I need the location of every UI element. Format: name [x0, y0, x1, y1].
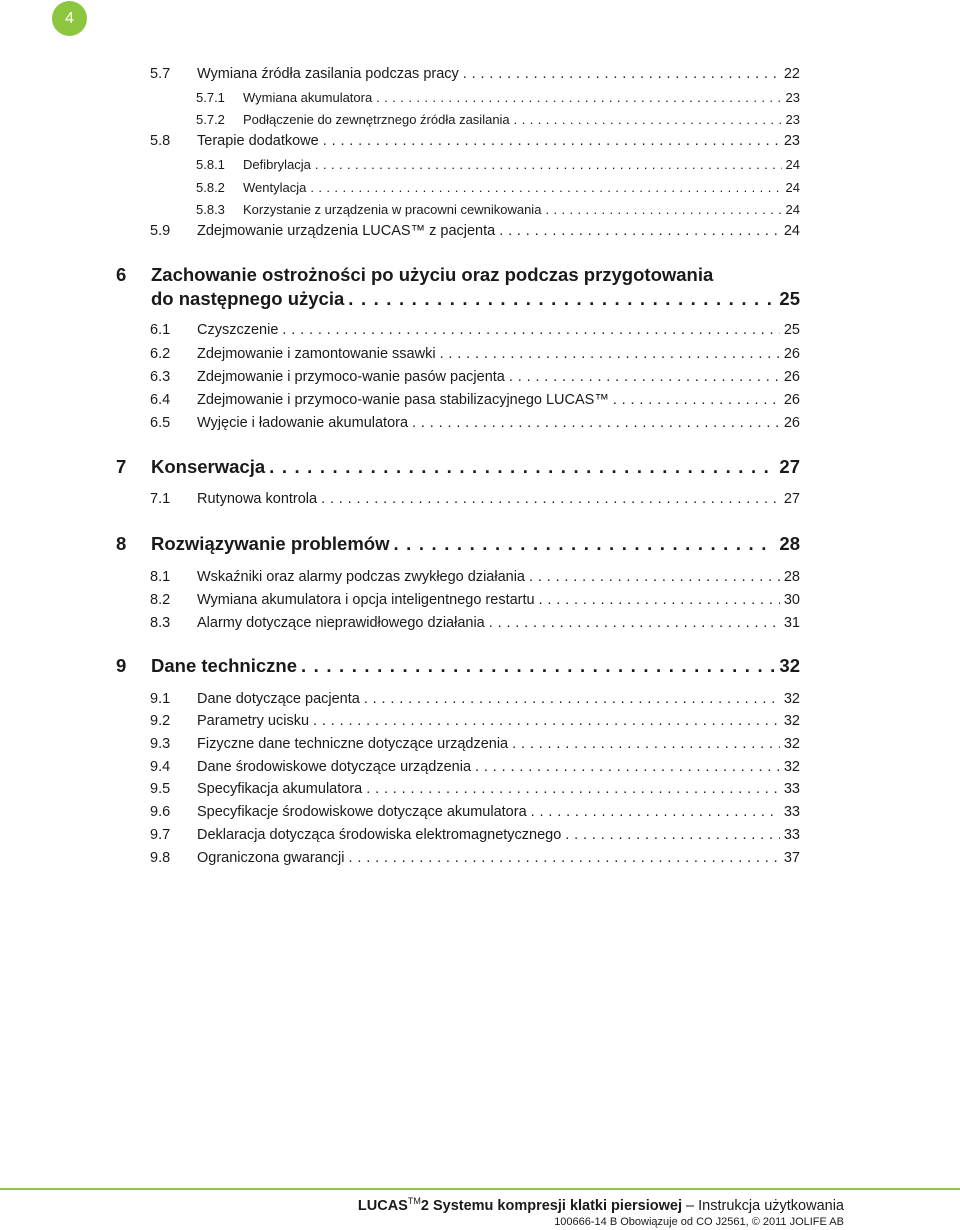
toc-number: 6.4	[150, 392, 171, 408]
toc-chapter-6[interactable]	[151, 288, 800, 310]
toc-page: 25	[783, 322, 800, 338]
toc-number: 5.8.3	[196, 202, 225, 217]
toc-number: 9.1	[150, 691, 171, 707]
dot-leader	[512, 736, 780, 752]
toc-page: 37	[783, 850, 800, 866]
toc-number: 5.7	[150, 66, 171, 82]
toc-title: Parametry ucisku	[197, 713, 310, 729]
toc-page: 32	[783, 713, 800, 729]
toc-page: 26	[783, 346, 800, 362]
toc-page: 32	[783, 691, 800, 707]
dot-leader	[313, 713, 780, 729]
toc-page: 24	[785, 202, 800, 217]
footer-doc-info: 100666-14 B Obowiązuje od CO J2561, © 2011 JOLIFE AB	[554, 1216, 844, 1228]
dot-leader	[323, 133, 780, 149]
toc-title: Wskaźniki oraz alarmy podczas zwykłego działania	[197, 569, 525, 585]
dot-leader	[394, 533, 776, 555]
toc-chapter-number: 7	[116, 456, 127, 477]
footer-divider	[0, 1188, 960, 1190]
toc-page: 24	[783, 223, 800, 239]
toc-entry-6-3[interactable]	[150, 369, 800, 385]
toc-chapter-8[interactable]	[116, 533, 800, 555]
toc-number: 5.7.1	[196, 90, 225, 105]
dot-leader	[412, 415, 780, 431]
toc-page: 22	[783, 66, 800, 82]
toc-number: 8.3	[150, 615, 171, 631]
toc-entry-9-3[interactable]	[150, 736, 800, 752]
toc-chapter-7[interactable]	[116, 456, 800, 478]
toc-number: 6.1	[150, 322, 171, 338]
toc-page: 28	[779, 533, 800, 554]
toc-entry-9-5[interactable]	[150, 781, 800, 797]
toc-number: 6.5	[150, 415, 171, 431]
toc-chapter-title: Konserwacja	[151, 456, 266, 477]
toc-number: 9.4	[150, 759, 171, 775]
toc-entry-5-8[interactable]	[150, 133, 800, 149]
toc-page: 32	[783, 736, 800, 752]
footer-brand: LUCAS	[357, 1197, 408, 1214]
dot-leader	[269, 456, 775, 478]
toc-title: Czyszczenie	[197, 322, 279, 338]
toc-number: 6.3	[150, 369, 171, 385]
toc-number: 6.2	[150, 346, 171, 362]
toc-entry-8-2[interactable]	[150, 592, 800, 608]
toc-title: Terapie dodatkowe	[197, 133, 319, 149]
toc-chapter-title[interactable]: Zachowanie ostrożności po użyciu oraz podczas przygotowania	[151, 264, 714, 285]
toc-title: Wymiana akumulatora	[243, 90, 373, 105]
toc-chapter-title: Dane techniczne	[151, 655, 297, 676]
dot-leader	[489, 615, 780, 631]
toc-chapter-number: 6	[116, 264, 127, 285]
toc-page: 33	[783, 827, 800, 843]
footer-title	[358, 1196, 844, 1214]
toc-chapter-title-continued: do następnego użycia	[151, 288, 345, 309]
toc-title: Defibrylacja	[243, 157, 311, 172]
toc-entry-5-7-1[interactable]	[196, 90, 800, 105]
toc-chapter-number: 9	[116, 655, 127, 676]
toc-page: 27	[783, 491, 800, 507]
toc-entry-5-8-1[interactable]	[196, 157, 800, 172]
toc-title: Ograniczona gwarancji	[197, 850, 345, 866]
toc-entry-6-1[interactable]	[150, 322, 800, 338]
dot-leader	[364, 691, 780, 707]
toc-page: 32	[779, 655, 800, 676]
dot-leader	[463, 66, 780, 82]
toc-entry-9-1[interactable]	[150, 691, 800, 707]
toc-entry-5-8-2[interactable]	[196, 180, 800, 195]
toc-number: 9.2	[150, 713, 171, 729]
toc-number: 9.5	[150, 781, 171, 797]
toc-page: 28	[783, 569, 800, 585]
toc-page: 32	[783, 759, 800, 775]
dot-leader	[301, 655, 775, 677]
toc-page: 26	[783, 369, 800, 385]
toc-page: 27	[779, 456, 800, 477]
toc-number: 9.3	[150, 736, 171, 752]
toc-number: 9.8	[150, 850, 171, 866]
toc-title: Dane dotyczące pacjenta	[197, 691, 360, 707]
toc-page: 23	[785, 112, 800, 127]
toc-number: 8.1	[150, 569, 171, 585]
toc-number: 8.2	[150, 592, 171, 608]
dot-leader	[376, 90, 781, 105]
toc-entry-5-7[interactable]	[150, 66, 800, 82]
dot-leader	[514, 112, 782, 127]
footer-product: 2 Systemu kompresji klatki piersiowej	[420, 1197, 682, 1214]
toc-page: 24	[785, 157, 800, 172]
toc-entry-6-2[interactable]	[150, 346, 800, 362]
footer-separator: –	[686, 1197, 695, 1214]
dot-leader	[440, 346, 780, 362]
toc-number: 5.7.2	[196, 112, 225, 127]
toc-title: Deklaracja dotycząca środowiska elektromagnetycznego	[197, 827, 562, 843]
toc-title: Specyfikacje środowiskowe dotyczące akumulatora	[197, 804, 527, 820]
dot-leader	[282, 322, 779, 338]
dot-leader	[565, 827, 780, 843]
toc-page: 24	[785, 180, 800, 195]
toc-title: Korzystanie z urządzenia w pracowni cewnikowania	[243, 202, 542, 217]
toc-title: Wymiana źródła zasilania podczas pracy	[197, 66, 459, 82]
toc-number: 5.8.2	[196, 180, 225, 195]
footer-trademark: TM	[407, 1196, 421, 1206]
toc-title: Fizyczne dane techniczne dotyczące urządzenia	[197, 736, 509, 752]
page-number-badge: 4	[52, 1, 87, 36]
dot-leader	[310, 180, 781, 195]
toc-entry-6-4[interactable]	[150, 392, 800, 408]
toc-page: 23	[785, 90, 800, 105]
toc-number: 9.7	[150, 827, 171, 843]
toc-entry-9-2[interactable]	[150, 713, 800, 729]
toc-entry-5-7-2[interactable]	[196, 112, 800, 127]
toc-title: Alarmy dotyczące nieprawidłowego działania	[197, 615, 485, 631]
footer-doc-type: Instrukcja użytkowania	[698, 1197, 844, 1214]
dot-leader	[349, 850, 780, 866]
dot-leader	[529, 569, 780, 585]
toc-chapter-title: Rozwiązywanie problemów	[151, 533, 390, 554]
toc-page: 33	[783, 804, 800, 820]
toc-entry-5-9[interactable]	[150, 223, 800, 239]
toc-title: Podłączenie do zewnętrznego źródła zasilania	[243, 112, 510, 127]
dot-leader	[531, 804, 780, 820]
toc-title: Specyfikacja akumulatora	[197, 781, 363, 797]
toc-title: Wentylacja	[243, 180, 307, 195]
dot-leader	[499, 223, 780, 239]
toc-entry-7-1[interactable]	[150, 491, 800, 507]
dot-leader	[613, 392, 780, 408]
toc-entry-8-1[interactable]	[150, 569, 800, 585]
toc-page: 26	[783, 392, 800, 408]
toc-entry-9-4[interactable]	[150, 759, 800, 775]
toc-entry-9-8[interactable]	[150, 850, 800, 866]
dot-leader	[539, 592, 780, 608]
dot-leader	[315, 157, 782, 172]
toc-number: 7.1	[150, 491, 171, 507]
dot-leader	[348, 288, 775, 310]
toc-entry-6-5[interactable]	[150, 415, 800, 431]
toc-chapter-9[interactable]	[116, 655, 800, 677]
toc-title: Dane środowiskowe dotyczące urządzenia	[197, 759, 472, 775]
dot-leader	[321, 491, 780, 507]
toc-page: 26	[783, 415, 800, 431]
toc-title: Wyjęcie i ładowanie akumulatora	[197, 415, 409, 431]
toc-page: 30	[783, 592, 800, 608]
toc-number: 5.8.1	[196, 157, 225, 172]
toc-number: 9.6	[150, 804, 171, 820]
toc-number: 5.9	[150, 223, 171, 239]
toc-page: 31	[783, 615, 800, 631]
dot-leader	[545, 202, 781, 217]
toc-entry-9-7[interactable]	[150, 827, 800, 843]
toc-entry-9-6[interactable]	[150, 804, 800, 820]
toc-page: 33	[783, 781, 800, 797]
toc-number: 5.8	[150, 133, 171, 149]
dot-leader	[366, 781, 780, 797]
toc-title: Rutynowa kontrola	[197, 491, 318, 507]
toc-page: 25	[779, 288, 800, 309]
toc-title: Zdejmowanie i przymoco-wanie pasów pacjenta	[197, 369, 505, 385]
toc-entry-5-8-3[interactable]	[196, 202, 800, 217]
dot-leader	[475, 759, 780, 775]
toc-entry-8-3[interactable]	[150, 615, 800, 631]
toc-title: Zdejmowanie i przymoco-wanie pasa stabilizacyjnego LUCAS™	[197, 392, 609, 408]
toc-chapter-number: 8	[116, 533, 127, 554]
toc-title: Zdejmowanie urządzenia LUCAS™ z pacjenta	[197, 223, 496, 239]
toc-title: Wymiana akumulatora i opcja inteligentnego restartu	[197, 592, 535, 608]
toc-page: 23	[783, 133, 800, 149]
toc-title: Zdejmowanie i zamontowanie ssawki	[197, 346, 436, 362]
dot-leader	[509, 369, 780, 385]
